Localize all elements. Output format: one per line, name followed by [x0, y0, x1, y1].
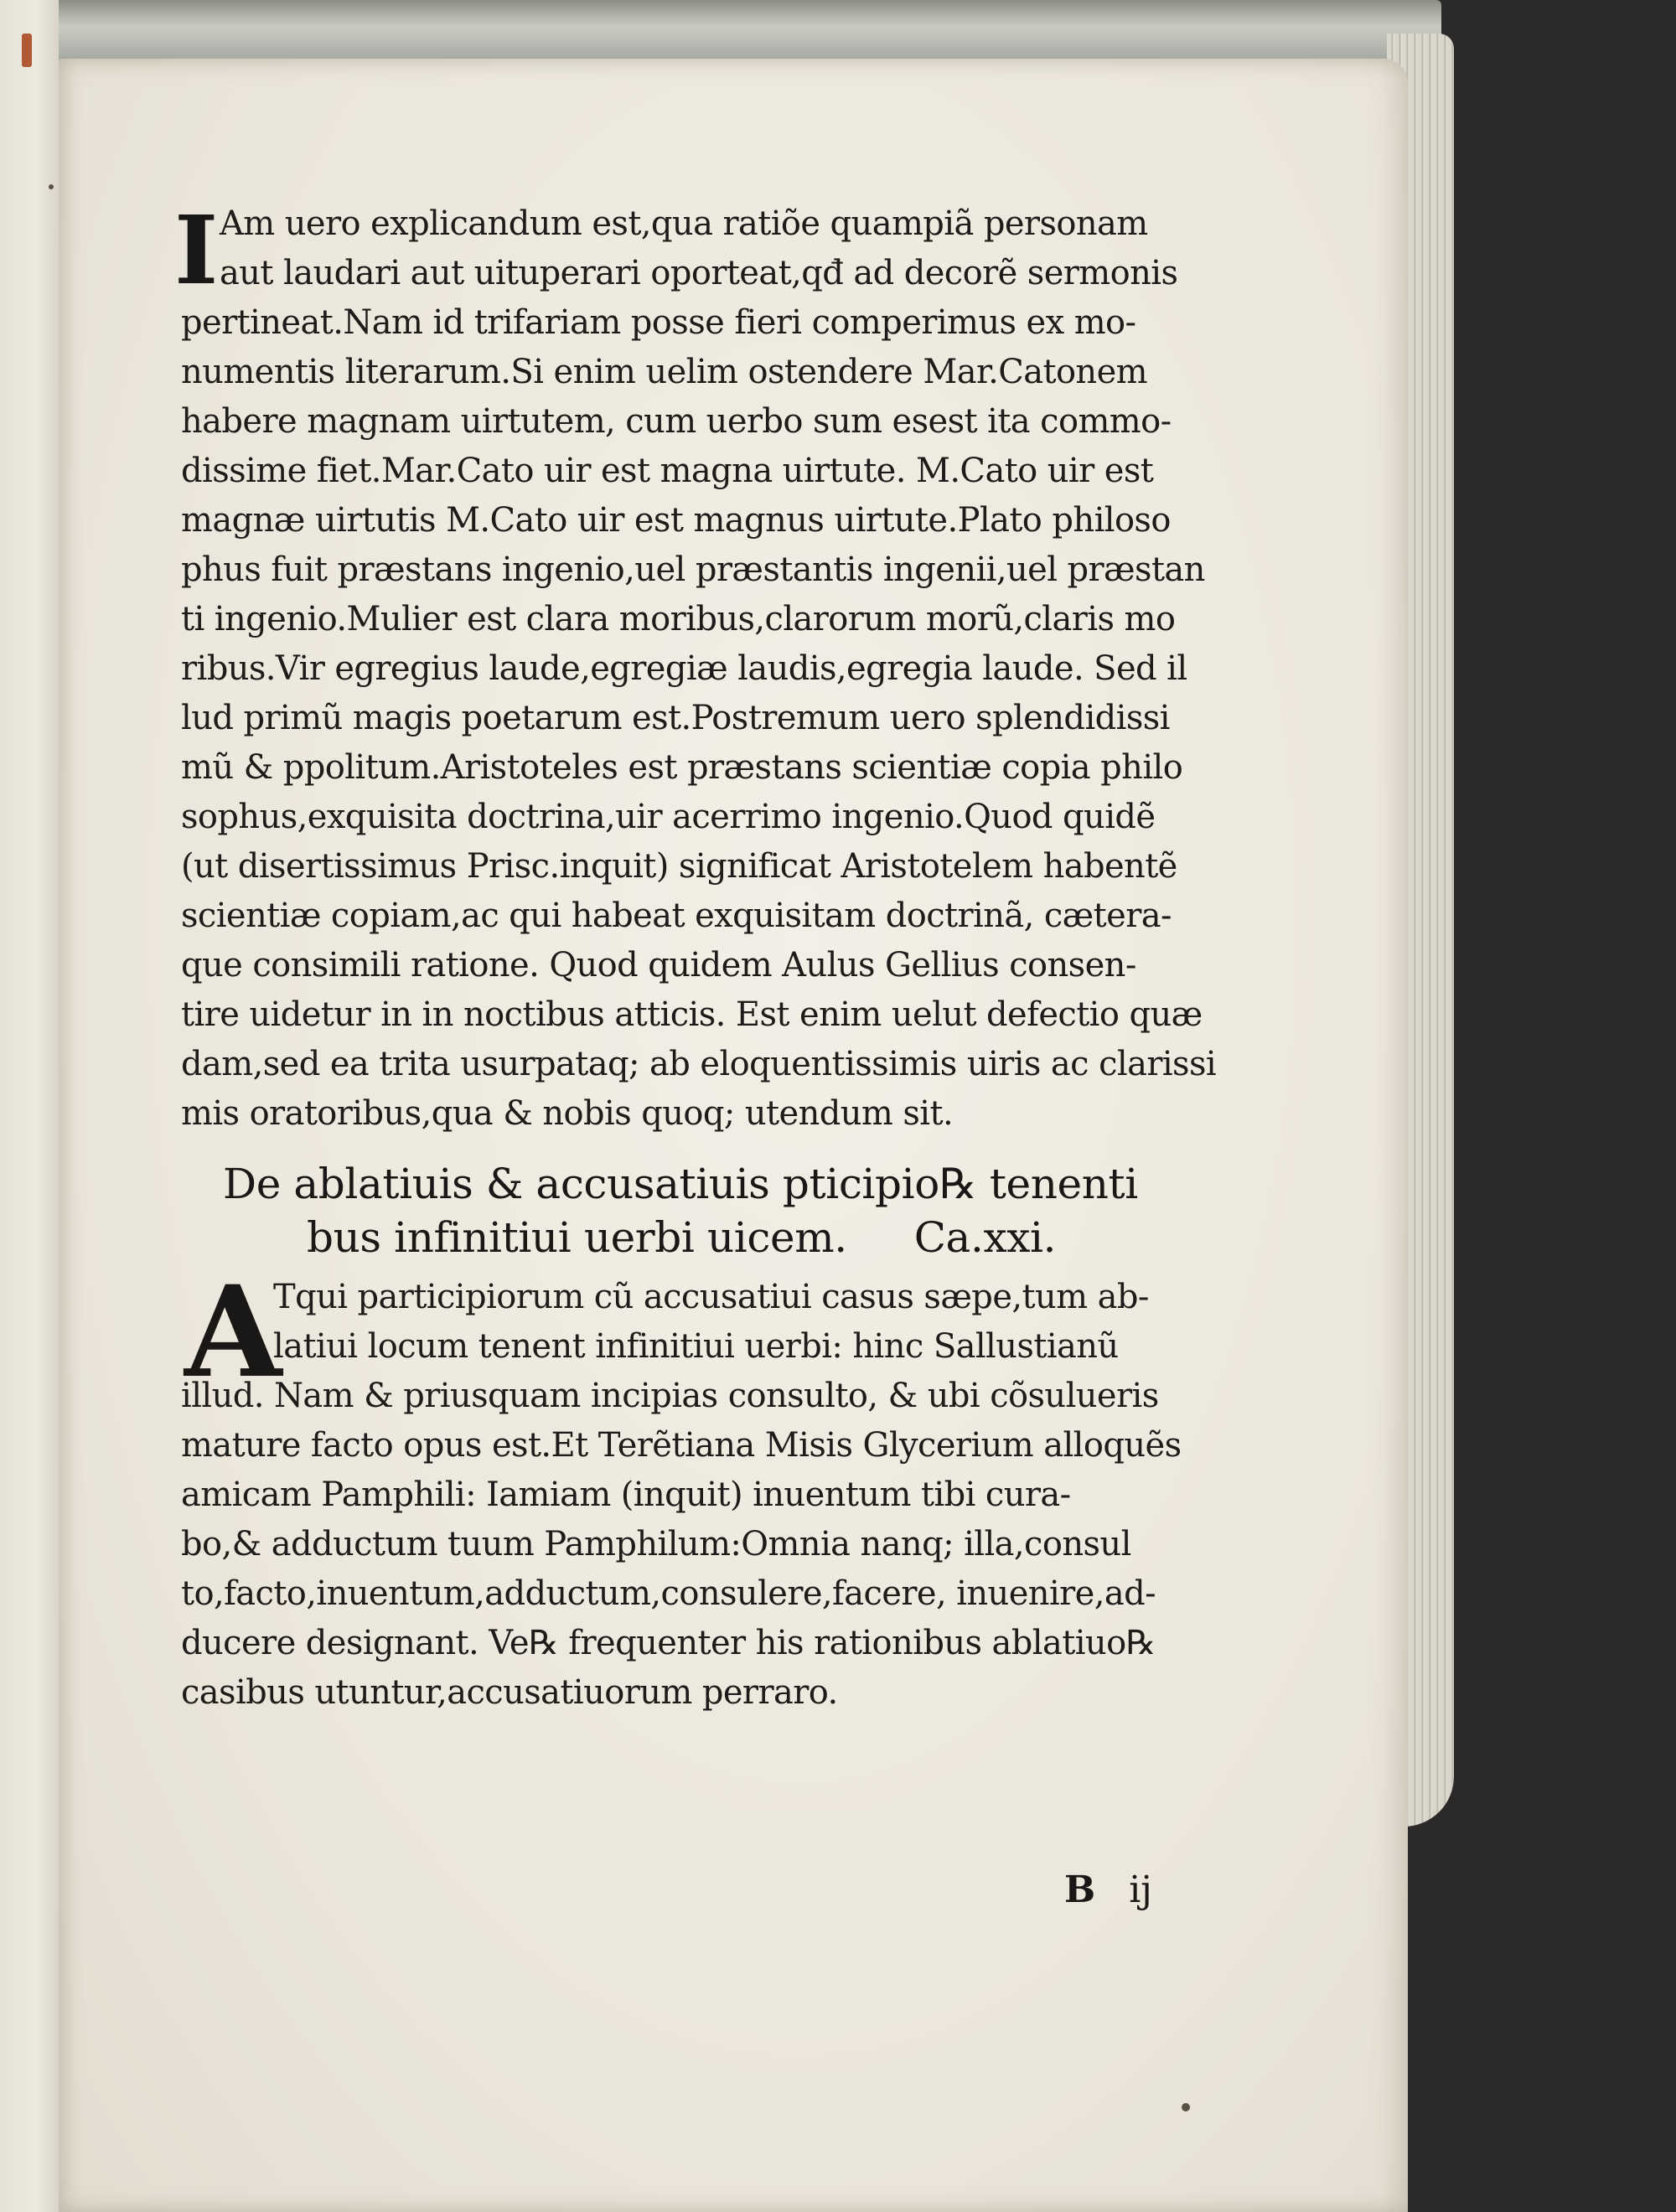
text-line: bo,& adductum tuum Pamphilum:Omnia nanq; illa,consul	[181, 1525, 1131, 1563]
text-line: pertineat.Nam id trifariam posse fieri comperimus ex mo-	[181, 303, 1136, 342]
ink-speck	[1182, 2103, 1190, 2111]
book-top-edge	[25, 0, 1441, 67]
text-line: Tqui participiorum cũ accusatiui casus sæpe,tum ab-	[273, 1278, 1149, 1316]
signature-numeral: ij	[1129, 1868, 1152, 1911]
facing-page-edge	[0, 0, 59, 2212]
ink-speck	[49, 184, 54, 189]
text-line: to,facto,inuentum,adductum,consulere,facere, inuenire,ad-	[181, 1574, 1156, 1613]
text-line: tire uidetur in in noctibus atticis. Est enim uelut defectio quæ	[181, 995, 1203, 1034]
chapter-heading-line-2	[181, 1211, 1279, 1264]
text-line: magnæ uirtutis M.Cato uir est magnus uirtute.Plato philoso	[181, 501, 1171, 540]
printed-text-block	[174, 196, 1279, 1718]
text-line: ribus.Vir egregius laude,egregiæ laudis,egregia laude. Sed il	[181, 649, 1187, 688]
text-line: habere magnam uirtutem, cum uerbo sum esest ita commo-	[181, 402, 1172, 441]
paragraph-1	[174, 196, 1279, 1139]
text-line: ducere designant. Ve℞ frequenter his rationibus ablatiuo℞	[181, 1624, 1156, 1662]
text-line: dam,sed ea trita usurpataq; ab eloquentissimis uiris ac clarissi	[181, 1045, 1217, 1083]
text-line: (ut disertissimus Prisc.inquit) significat Aristotelem habentẽ	[181, 847, 1177, 886]
text-line: mũ & ppolitum.Aristoteles est præstans scientiæ copia philo	[181, 748, 1183, 787]
text-line: numentis literarum.Si enim uelim ostendere Mar.Catonem	[181, 353, 1147, 391]
text-line: aut laudari aut uituperari oporteat,qđ ad decorẽ sermonis	[220, 254, 1178, 292]
signature-letter: B	[1064, 1868, 1096, 1911]
text-line: dissime fiet.Mar.Cato uir est magna uirtute. M.Cato uir est	[181, 452, 1154, 490]
text-line: ti ingenio.Mulier est clara moribus,clarorum morũ,claris mo	[181, 600, 1176, 638]
text-line: lud primũ magis poetarum est.Postremum uero splendidissi	[181, 699, 1170, 737]
chapter-heading-text: bus infinitiui uerbi uicem.	[307, 1213, 847, 1262]
text-line: latiui locum tenent infinitiui uerbi: hinc Sallustianũ	[273, 1327, 1119, 1366]
paragraph-2	[181, 1258, 1279, 1718]
text-line: illud. Nam & priusquam incipias consulto, & ubi cõsulueris	[181, 1377, 1159, 1415]
drop-initial-a: A	[184, 1258, 282, 1406]
chapter-heading-line-1: De ablatiuis & accusatiuis pticipio℞ tenenti	[223, 1160, 1138, 1208]
text-line: sophus,exquisita doctrina,uir acerrimo ingenio.Quod quidẽ	[181, 798, 1156, 836]
text-line: scientiæ copiam,ac qui habeat exquisitam doctrinã, cætera-	[181, 897, 1172, 935]
text-line: casibus utuntur,accusatiuorum perraro.	[181, 1673, 838, 1712]
text-line: phus fuit præstans ingenio,uel præstantis ingenii,uel præstan	[181, 550, 1205, 589]
binding-fleck	[22, 34, 32, 67]
signature-mark	[1064, 1868, 1152, 1911]
text-line: amicam Pamphili: Iamiam (inquit) inuentum tibi cura-	[181, 1476, 1071, 1514]
drop-initial-i: I	[174, 196, 219, 306]
text-line: Am uero explicandum est,qua ratiõe quampiã personam	[220, 204, 1148, 243]
text-line: que consimili ratione. Quod quidem Aulus Gellius consen-	[181, 946, 1136, 985]
text-line: mis oratoribus,qua & nobis quoq; utendum sit.	[181, 1094, 954, 1133]
text-line: mature facto opus est.Et Terẽtiana Misis Glycerium alloquẽs	[181, 1426, 1182, 1465]
chapter-number: Ca.xxi.	[913, 1213, 1057, 1262]
